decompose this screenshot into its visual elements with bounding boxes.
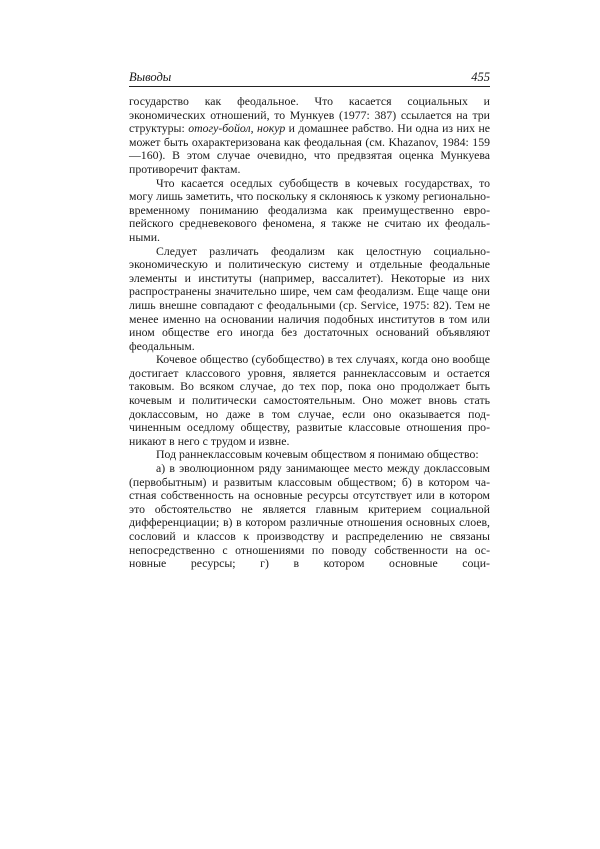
- paragraph-1: государство как феодальное. Что касается социальных и экономических отношений, то Мункуев (1977: 387) ссылается на три структуры: отогу-бойол, нокур и домашнее рабство. Ни одна из них не может быть охарактеризована как феодальная (см. Khazanov, 1984: 159—160). В этом случае очевидно, что предвзятая оценка Мункуева противоречит фактам.: [129, 94, 490, 176]
- running-header: [129, 70, 490, 87]
- paragraph-6: а) в эволюционном ряду занимающее место между доклассовым (первобытным) и развитым классовым обществом; б) в котором частная собственность на основные ресурсы отсутствует или в котором это обстоятельство не является главным критерием социальной дифференциации; в) в котором различные отношения основных слоев, сословий и классов к производству и распределению не связаны непосредственно с отношениями по поводу собственности на основные ресурсы; г) в котором основные соци-: [129, 461, 490, 571]
- paragraph-3: Следует различать феодализм как целостную социально-экономическую и политическую систему и отдельные феодальные элементы и институты (например, вассалитет). Некоторые из них распространены значительно шире, чем сам феодализм. Еще чаще они лишь внешне совпадают с феодальными (ср. Service, 1975: 82). Тем не менее именно на основании наличия подобных институтов в том или ином обществе его иногда без достаточных оснований объявляют феодальным.: [129, 243, 490, 353]
- paragraph-2: Что касается оседлых субобществ в кочевых государствах, то могу лишь заметить, что поскольку я склоняюсь к узкому регионально-временному пониманию феодализма как преимущественно европейского средневекового феномена, я также не считаю их феодальными.: [129, 175, 490, 244]
- body-text: [129, 95, 490, 571]
- italic-terms: отогу-бойол, нокур: [188, 121, 286, 136]
- paragraph-4: Кочевое общество (субобщество) в тех случаях, когда оно вообще достигает классового уровня, является раннеклассовым и остается таковым. Во всяком случае, до тех пор, пока оно продолжает быть кочевым и политически самостоятельным. Оно может вновь стать доклассовым, но даже в том случае, если оно оказывается подчиненным оседлому обществу, развитые классовые отношения проникают в него с трудом и извне.: [129, 352, 490, 448]
- section-title: Выводы: [129, 70, 172, 84]
- page-number: 455: [471, 70, 490, 84]
- paragraph-5: Под раннеклассовым кочевым обществом я понимаю общество:: [156, 447, 479, 462]
